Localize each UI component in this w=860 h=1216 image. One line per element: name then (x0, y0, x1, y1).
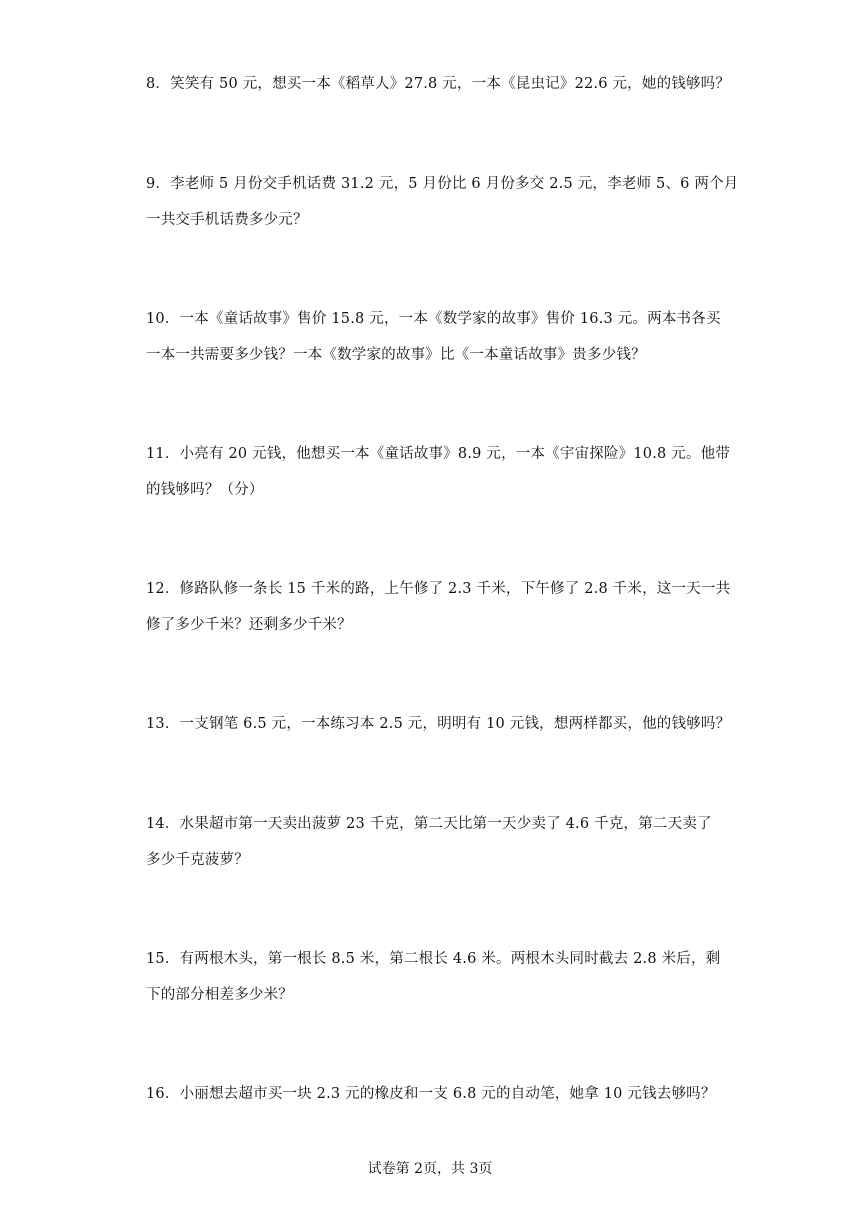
question-13 (146, 706, 731, 742)
question-line: 修了多少千米？还剩多少千米？ (146, 617, 352, 633)
question-line: 9．李老师 5 月份交手机话费 31.2 元，5 月份比 6 月份多交 2.5 元，李老师 5、6 两个月 (146, 176, 739, 192)
question-line: 10．一本《童话故事》售价 15.8 元，一本《数学家的故事》售价 16.3 元。两本书各买 (146, 311, 721, 327)
question-10 (146, 301, 726, 373)
question-line: 15．有两根木头，第一根长 8.5 米，第二根长 4.6 米。两根木头同时截去 2.8 米后，剩 (146, 951, 721, 967)
question-line: 14．水果超市第一天卖出菠萝 23 千克，第二天比第一天少卖了 4.6 千克，第二天卖了 (146, 816, 712, 832)
question-12 (146, 571, 731, 643)
question-line: 一共交手机话费多少元？ (146, 212, 308, 228)
question-11 (146, 436, 731, 508)
question-line: 12．修路队修一条长 15 千米的路，上午修了 2.3 千米，下午修了 2.8 千米，这一天一共 (146, 581, 731, 597)
question-16 (146, 1076, 726, 1112)
question-line: 下的部分相差多少米？ (146, 987, 293, 1003)
question-9 (146, 166, 739, 238)
question-line: 多少千克菠萝？ (146, 852, 249, 868)
question-line: 11．小亮有 20 元钱，他想买一本《童话故事》8.9 元，一本《宇宙探险》10.8 元。他带 (146, 446, 731, 462)
page-footer: 试卷第 2页，共 3页 (367, 1161, 493, 1177)
question-14 (146, 806, 726, 878)
question-line: 的钱够吗？（分） (146, 482, 264, 498)
question-line: 8．笑笑有 50 元，想买一本《稻草人》27.8 元，一本《昆虫记》22.6 元，她的钱够吗？ (146, 76, 731, 92)
question-15 (146, 941, 726, 1013)
question-8 (146, 66, 731, 102)
question-line: 13．一支钢笔 6.5 元，一本练习本 2.5 元，明明有 10 元钱，想两样都买，他的钱够吗？ (146, 716, 731, 732)
question-line: 16．小丽想去超市买一块 2.3 元的橡皮和一支 6.8 元的自动笔，她拿 10 元钱去够吗？ (146, 1086, 716, 1102)
question-line: 一本一共需要多少钱？一本《数学家的故事》比《一本童话故事》贵多少钱？ (146, 347, 646, 363)
